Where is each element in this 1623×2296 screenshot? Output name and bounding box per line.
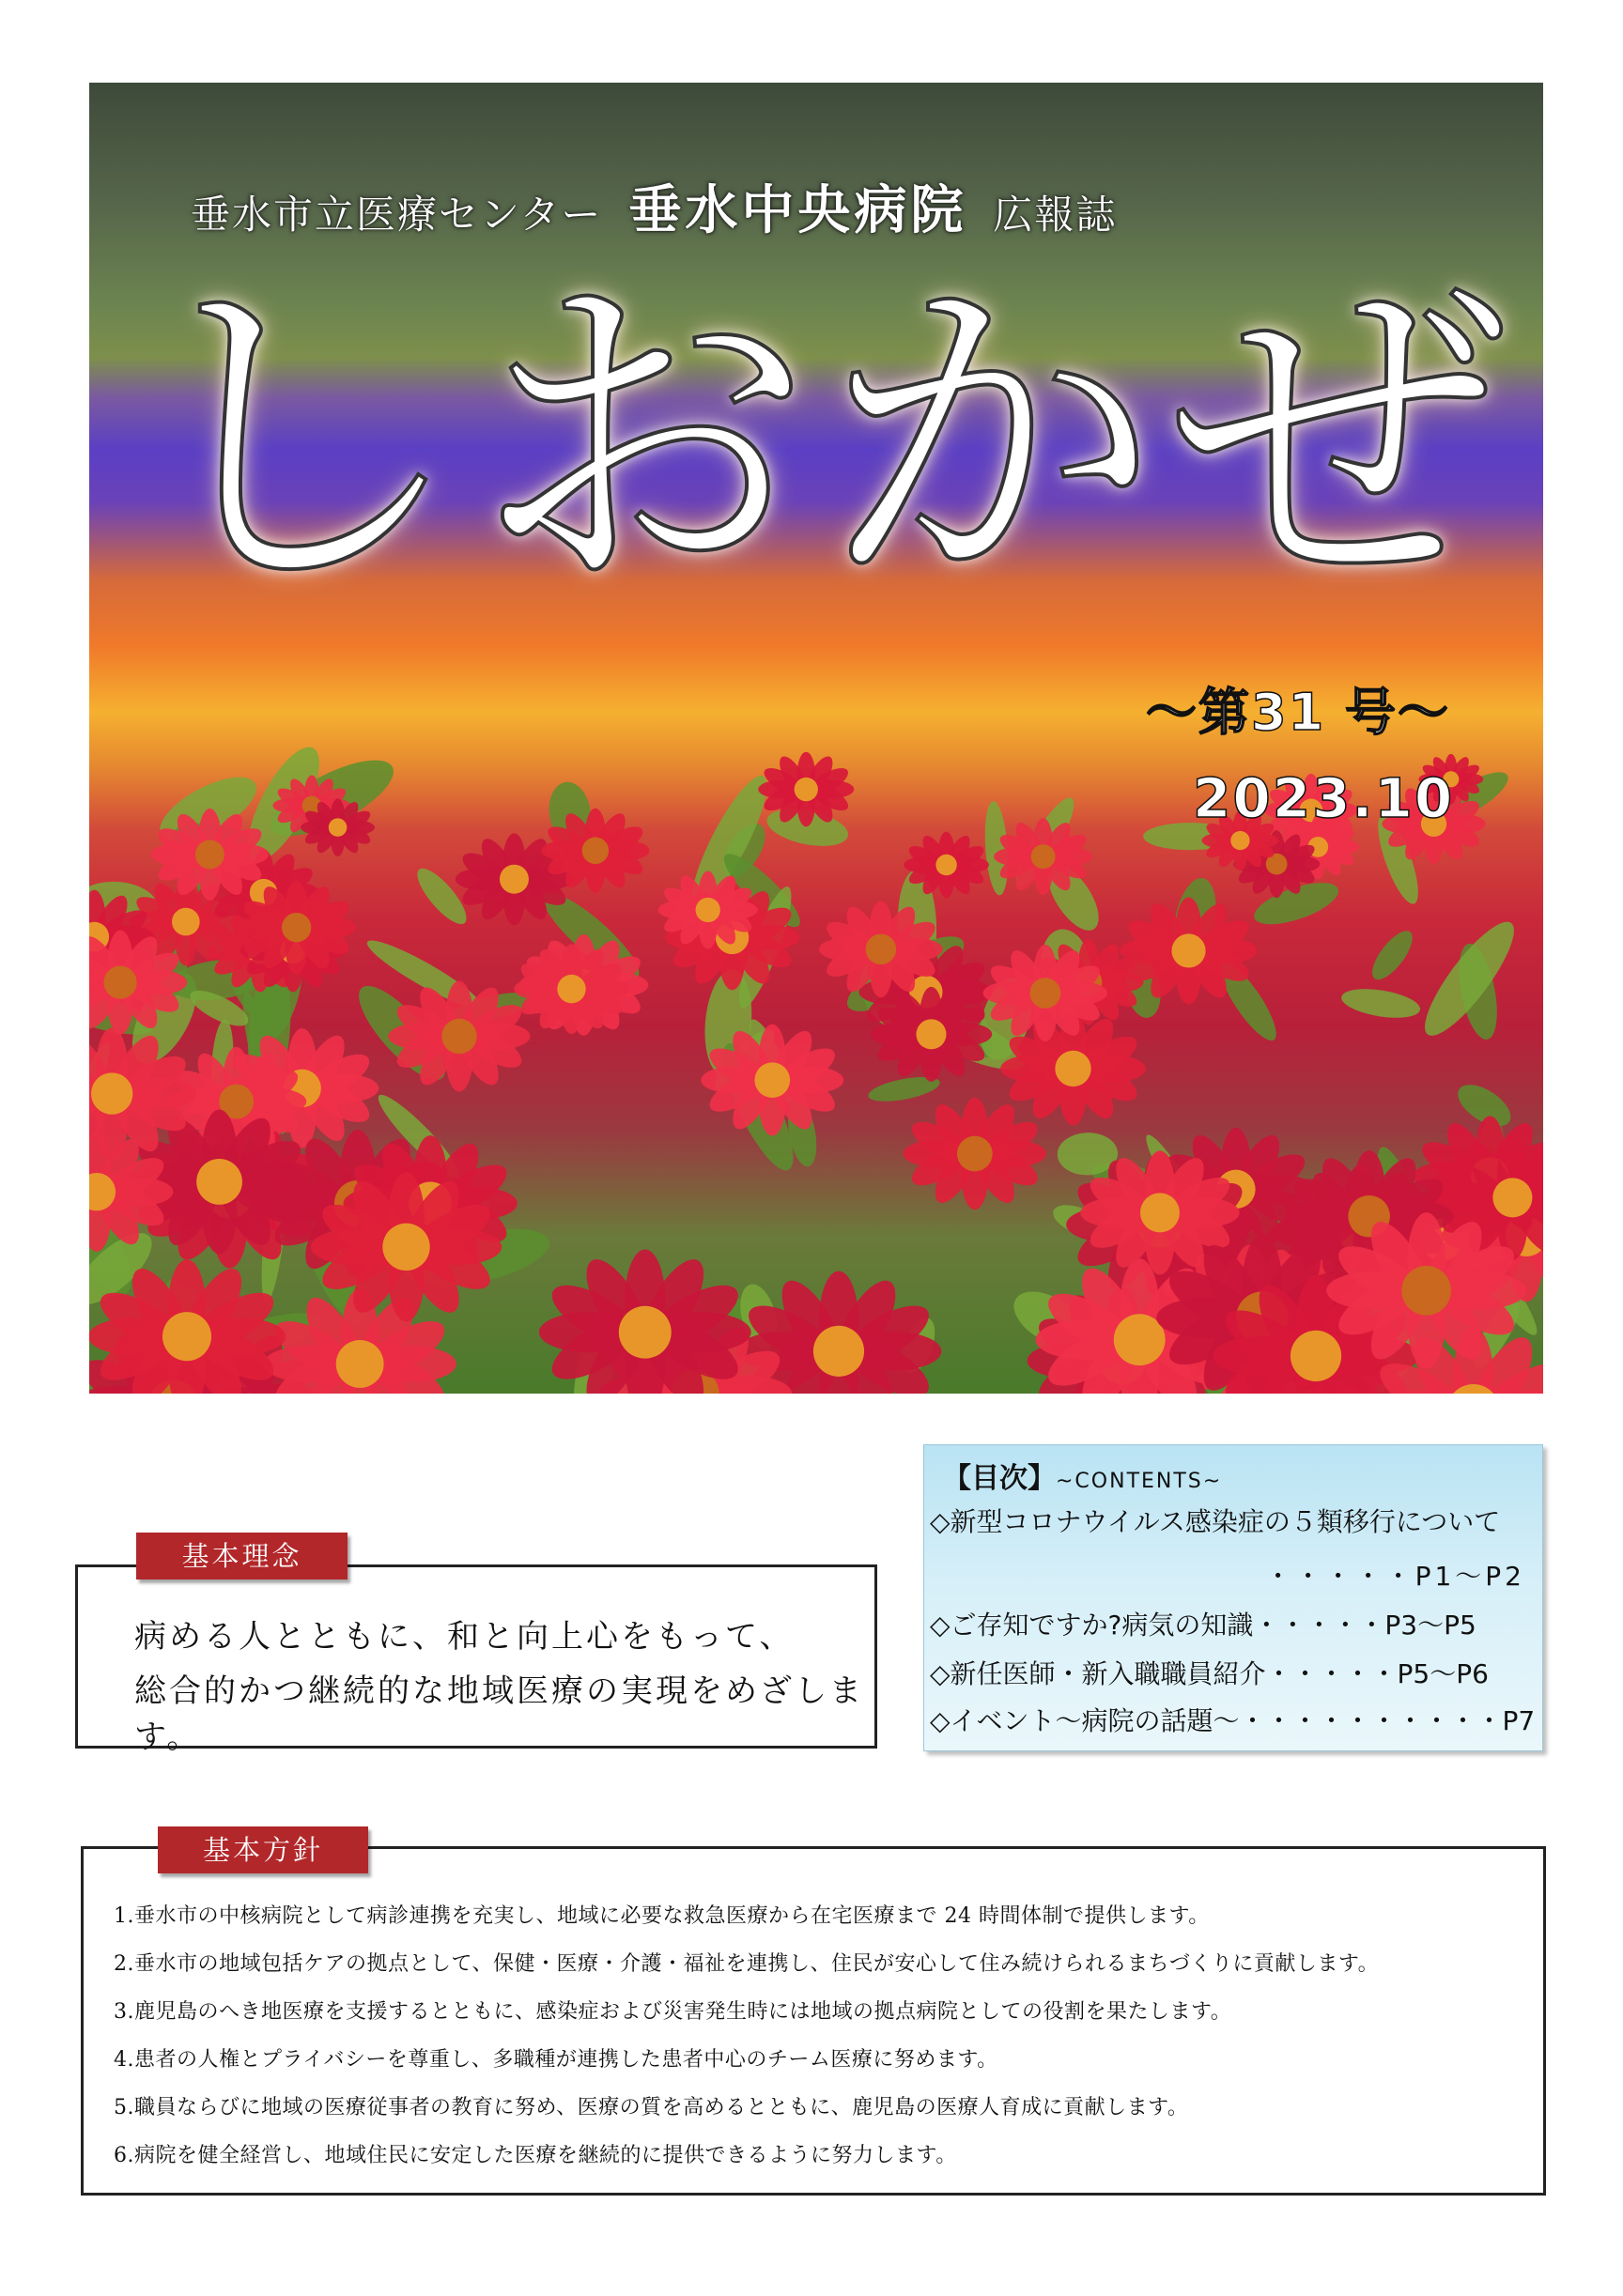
policy-tab-label: 基本方針: [158, 1826, 368, 1873]
leaf: [1366, 925, 1420, 986]
issue-date: 2023.10: [1193, 766, 1455, 830]
policy-item-5: 5.職員ならびに地域の医療従事者の教育に努め、医療の質を高めるとともに、鹿児島の医療人育成に貢献します。: [114, 2096, 1189, 2119]
leaf: [1339, 984, 1422, 1023]
philosophy-line-1: 病める人とともに、和と向上心をもって、: [134, 1618, 795, 1656]
issue-number: ～第31 号～: [1146, 683, 1450, 742]
policy-item-2: 2.垂水市の地域包括ケアの拠点として、保健・医療・介護・福祉を連携し、住民が安心して住み続けられるまちづくりに貢献します。: [114, 1952, 1380, 1976]
philosophy-line-2: 総合的かつ継続的な地域医療の実現をめざします。: [134, 1672, 864, 1756]
publication-type: 広報誌: [993, 192, 1118, 238]
toc-item-2[interactable]: ◇ご存知ですか?病気の知識・・・・・P3～P5: [930, 1610, 1476, 1641]
policy-item-4: 4.患者の人権とプライバシーを尊重し、多職種が連携した患者中心のチーム医療に努めます。: [114, 2048, 998, 2072]
contents-box: [923, 1444, 1543, 1751]
policy-box: [81, 1846, 1546, 2196]
hospital-name-line: [191, 169, 1117, 244]
leaf: [1412, 912, 1526, 1046]
contents-heading: [943, 1455, 1222, 1496]
hospital-name: 垂水中央病院: [628, 180, 967, 241]
flower: [539, 1250, 751, 1394]
contents-heading-en: ~CONTENTS~: [1056, 1470, 1223, 1493]
policy-item-1: 1.垂水市の中核病院として病診連携を充実し、地域に必要な救急医療から在宅医療まで 24 時間体制で提供します。: [114, 1904, 1210, 1928]
toc-item-1[interactable]: ◇新型コロナウイルス感染症の５類移行について: [930, 1506, 1501, 1537]
magazine-title: しおかぜ: [127, 242, 1517, 636]
flower: [904, 1098, 1046, 1210]
contents-heading-ja: 【目次】: [943, 1462, 1056, 1495]
toc-item-4[interactable]: ◇イベント～病院の話題～・・・・・・・・・・P7: [930, 1705, 1536, 1736]
policy-item-6: 6.病院を健全経営し、地域住民に安定した医療を継続的に提供できるように努力します。: [114, 2144, 957, 2167]
hospital-prefix: 垂水市立医療センター: [191, 192, 603, 238]
philosophy-box: [75, 1564, 877, 1756]
philosophy-tab-label: 基本理念: [136, 1533, 348, 1579]
policy-item-3: 3.鹿児島のへき地医療を支援するとともに、感染症および災害発生時には地域の拠点病院としての役割を果たします。: [114, 2000, 1232, 2024]
cover-photo: [89, 83, 1543, 1394]
toc-item-1-page: ・・・・・P1～P2: [1264, 1561, 1525, 1592]
toc-item-3[interactable]: ◇新任医師・新入職職員紹介・・・・・P5～P6: [930, 1658, 1489, 1689]
